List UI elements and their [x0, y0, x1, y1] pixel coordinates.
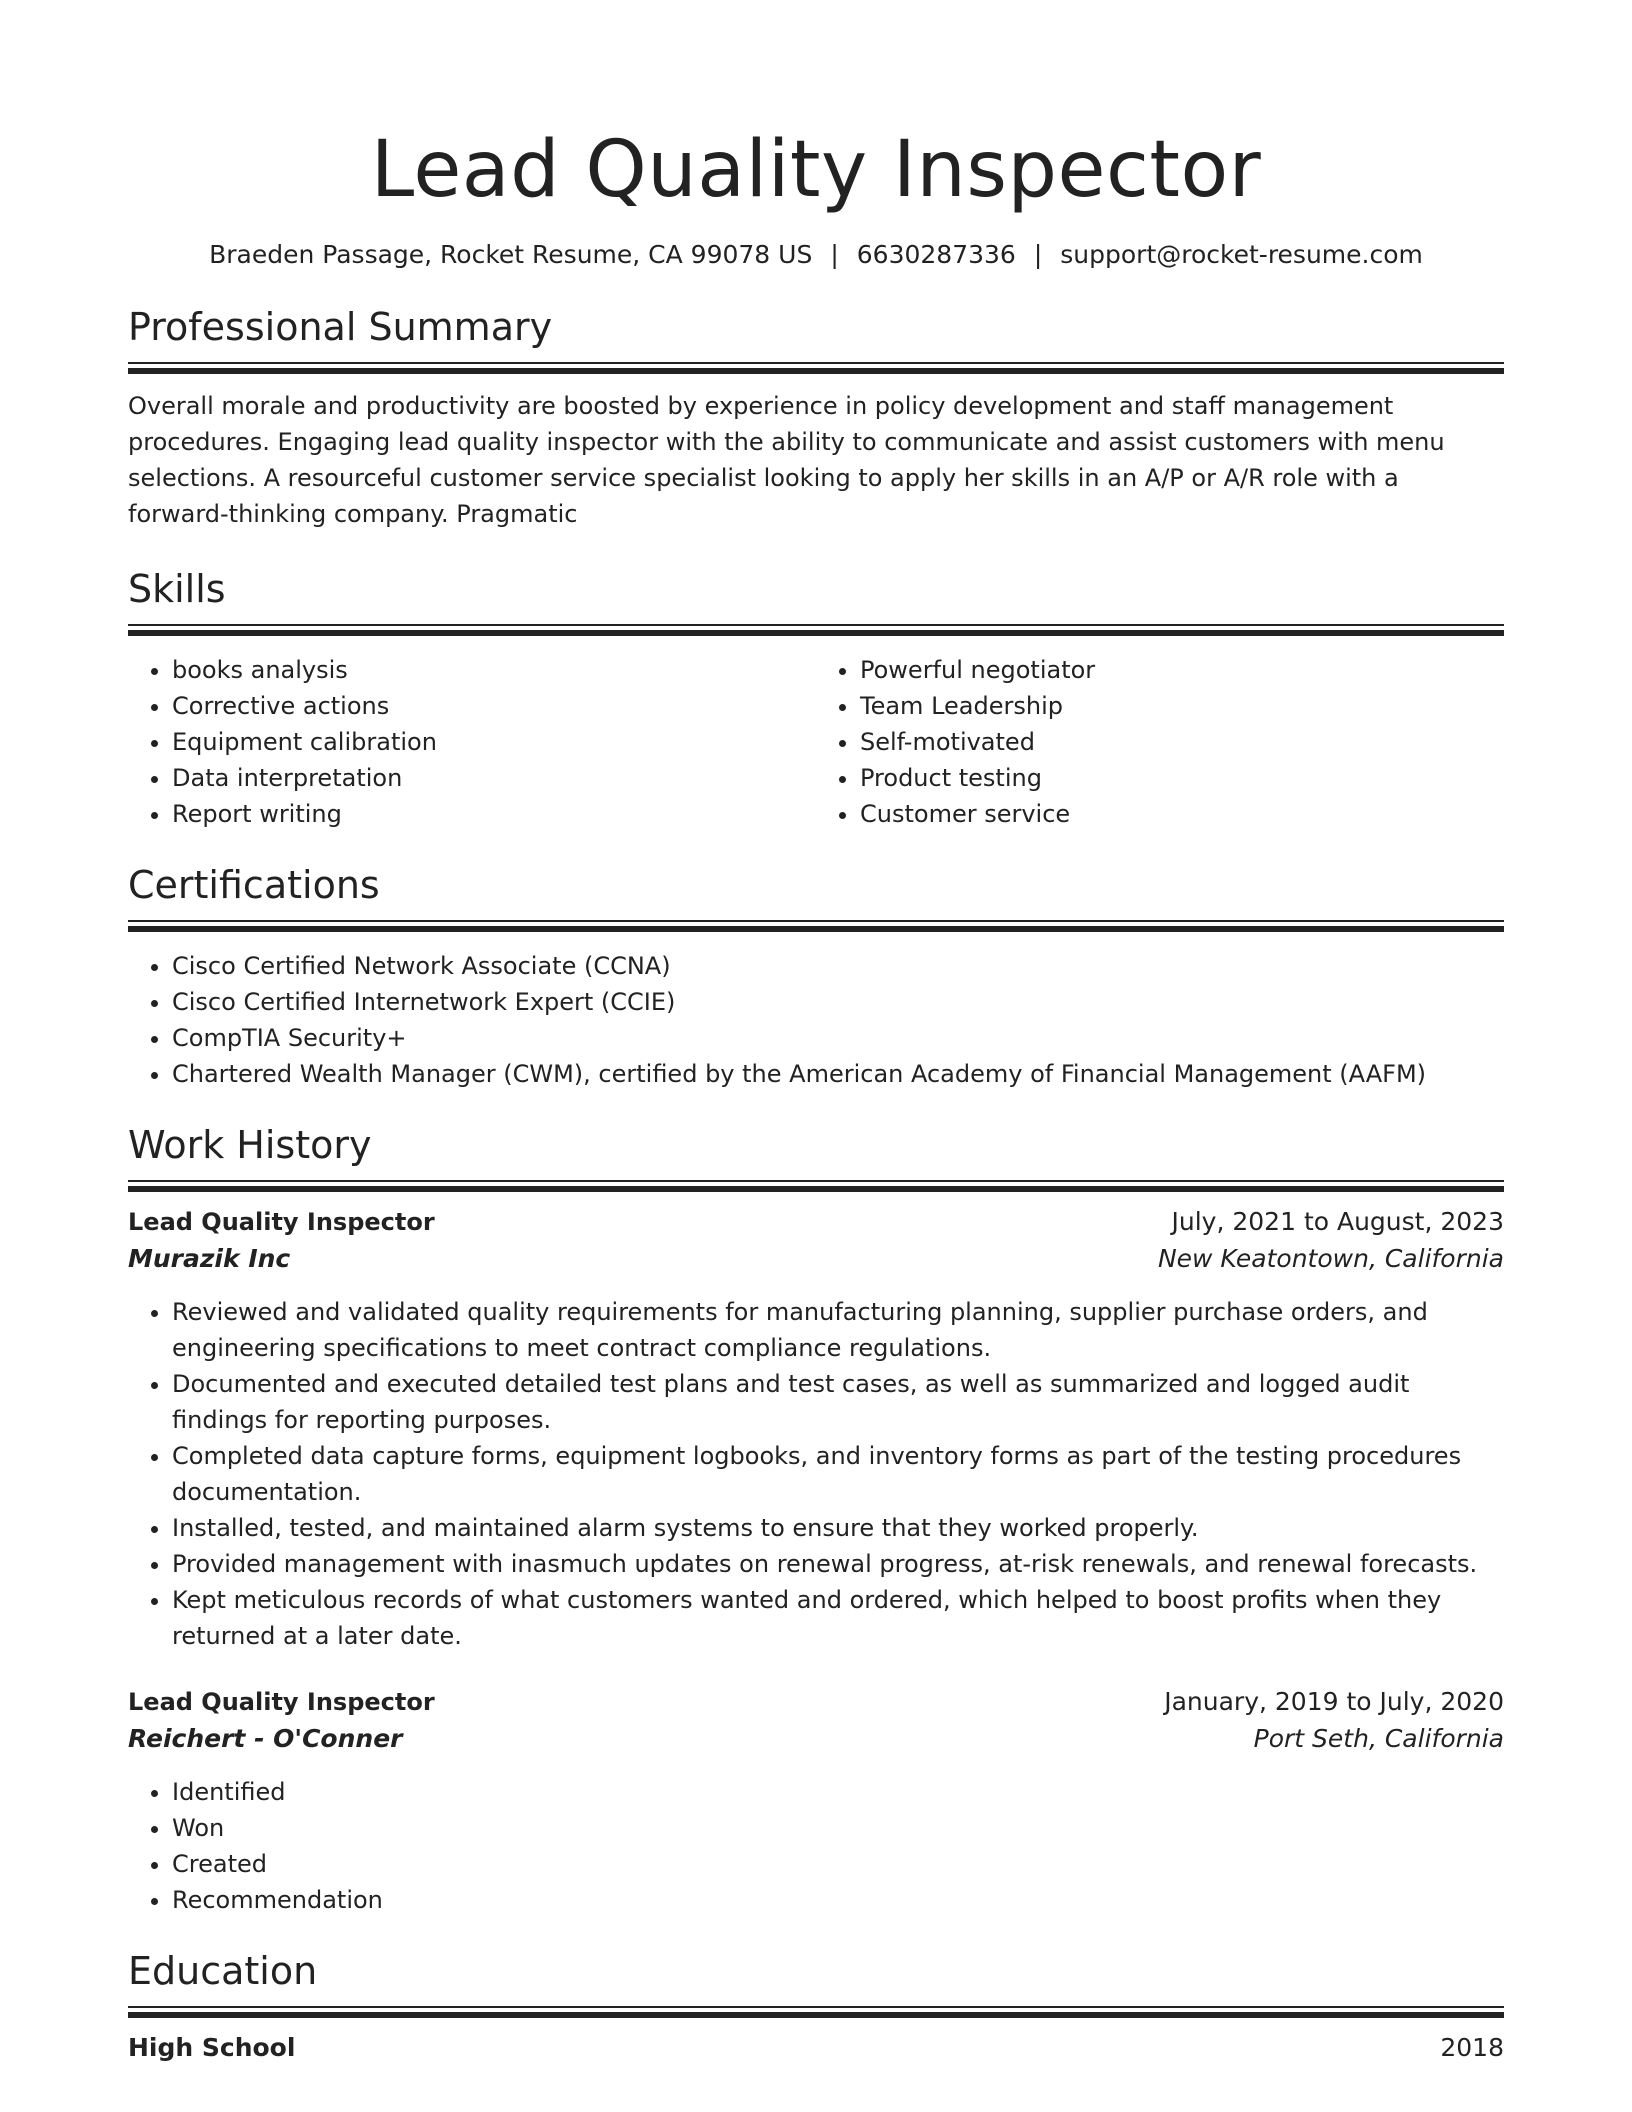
- job-entry: [128, 1684, 1504, 1918]
- job-company: Murazik Inc: [128, 1244, 291, 1273]
- job-bullet: • Documented and executed detailed test plans and test cases, as well as summarized and logged audit findings for reporting purposes.: [172, 1366, 1504, 1438]
- section-title: Certifications: [128, 863, 380, 907]
- skill-item: • Customer service: [860, 796, 1504, 832]
- skills-column-left: [128, 652, 816, 832]
- job-bullet: • Reviewed and validated quality requirements for manufacturing planning, supplier purchase orders, and engineering specifications to meet contract compliance regulations.: [172, 1294, 1504, 1366]
- certification-item: • Chartered Wealth Manager (CWM), certified by the American Academy of Financial Management (AAFM): [172, 1056, 1504, 1092]
- section-title: Professional Summary: [128, 305, 553, 349]
- job-location: New Keatontown, California: [1157, 1244, 1504, 1273]
- section-divider: [128, 362, 1504, 374]
- job-bullets: [128, 1774, 1504, 1918]
- skills-list: [816, 652, 1504, 832]
- job-entry: [128, 1204, 1504, 1654]
- skills-section: [128, 566, 1504, 832]
- section-divider: [128, 624, 1504, 636]
- certification-item: • CompTIA Security+: [172, 1020, 1504, 1056]
- job-title: Lead Quality Inspector: [128, 1688, 435, 1716]
- section-title: Skills: [128, 567, 226, 611]
- section-divider: [128, 1180, 1504, 1192]
- skill-item: • Report writing: [172, 796, 816, 832]
- education-section: [128, 1948, 1504, 2066]
- contact-separator: |: [830, 240, 839, 269]
- skill-item: • Team Leadership: [860, 688, 1504, 724]
- job-company: Reichert - O'Conner: [128, 1724, 403, 1753]
- skill-item: • Corrective actions: [172, 688, 816, 724]
- job-bullet: • Installed, tested, and maintained alarm systems to ensure that they worked properly.: [172, 1510, 1504, 1546]
- contact-line: [128, 240, 1504, 270]
- job-subheader: [128, 1240, 1504, 1278]
- section-divider: [128, 2006, 1504, 2018]
- job-bullet: • Identified: [172, 1774, 1504, 1810]
- job-location: Port Seth, California: [1253, 1724, 1504, 1753]
- contact-separator: |: [1033, 240, 1043, 269]
- job-bullet: • Won: [172, 1810, 1504, 1846]
- job-header: [128, 1684, 1504, 1720]
- skills-list: [128, 652, 816, 832]
- job-header: [128, 1204, 1504, 1240]
- skill-item: • Equipment calibration: [172, 724, 816, 760]
- job-dates: July, 2021 to August, 2023: [1171, 1207, 1504, 1236]
- skill-item: • Self-motivated: [860, 724, 1504, 760]
- job-bullet: • Provided management with inasmuch updates on renewal progress, at-risk renewals, and renewal forecasts.: [172, 1546, 1504, 1582]
- job-bullets: [128, 1294, 1504, 1654]
- skill-item: • books analysis: [172, 652, 816, 688]
- education-degree: High School: [128, 2033, 296, 2062]
- certification-item: • Cisco Certified Network Associate (CCNA): [172, 948, 1504, 984]
- contact-email[interactable]: support@rocket-resume.com: [1060, 240, 1423, 269]
- skill-item: • Product testing: [860, 760, 1504, 796]
- contact-phone: 6630287336: [856, 240, 1016, 269]
- contact-address: Braeden Passage, Rocket Resume, CA 99078 US: [209, 240, 813, 269]
- job-subheader: [128, 1720, 1504, 1758]
- section-title: Education: [128, 1949, 318, 1993]
- certification-item: • Cisco Certified Internetwork Expert (CCIE): [172, 984, 1504, 1020]
- job-bullet: • Completed data capture forms, equipment logbooks, and inventory forms as part of the testing procedures documentation.: [172, 1438, 1504, 1510]
- job-bullet: • Recommendation: [172, 1882, 1504, 1918]
- job-dates: January, 2019 to July, 2020: [1164, 1687, 1504, 1716]
- section-title: Work History: [128, 1123, 372, 1167]
- skills-columns: [128, 652, 1504, 832]
- job-title: Lead Quality Inspector: [128, 1208, 435, 1236]
- section-divider: [128, 920, 1504, 932]
- summary-text: Overall morale and productivity are boosted by experience in policy development and staff management procedures. Engaging lead quality inspector with the ability to communicate and assist customers with menu selections. A resourceful customer service specialist looking to apply her skills in an A/P or A/R role with a forward-thinking company. Pragmatic: [128, 392, 1445, 528]
- summary-section: [128, 304, 1504, 532]
- education-year: 2018: [1440, 2033, 1504, 2062]
- resume-name: Lead Quality Inspector: [370, 125, 1262, 215]
- certifications-section: [128, 862, 1504, 1092]
- education-entry: [128, 2030, 1504, 2066]
- job-bullet: • Kept meticulous records of what customers wanted and ordered, which helped to boost profits when they returned at a later date.: [172, 1582, 1504, 1654]
- skills-column-right: [816, 652, 1504, 832]
- skill-item: • Data interpretation: [172, 760, 816, 796]
- job-bullet: • Created: [172, 1846, 1504, 1882]
- certifications-list: [128, 948, 1504, 1092]
- work-history-section: [128, 1122, 1504, 1918]
- skill-item: • Powerful negotiator: [860, 652, 1504, 688]
